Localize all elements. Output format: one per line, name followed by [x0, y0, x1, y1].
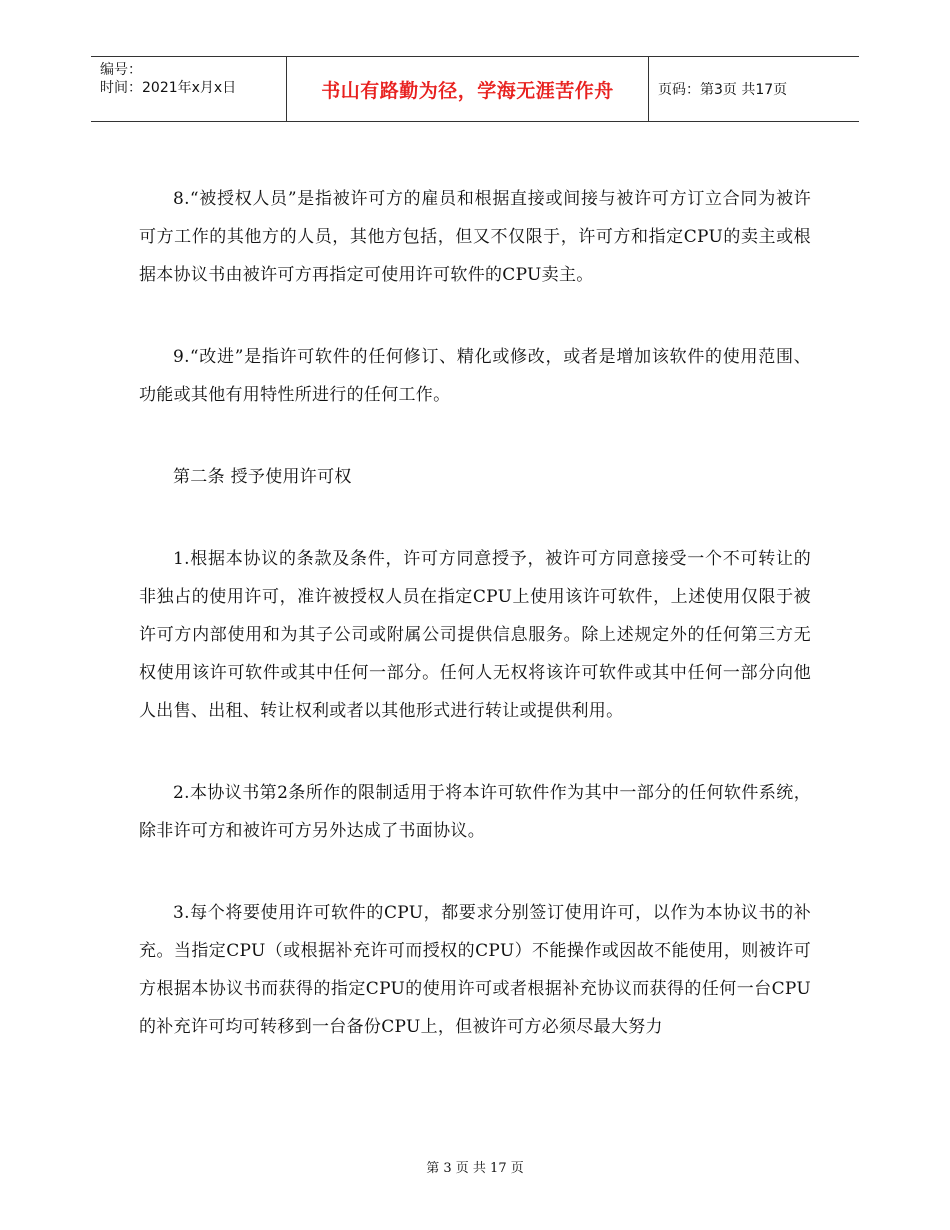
paragraph-clause-8: 8.“被授权人员”是指被许可方的雇员和根据直接或间接与被许可方订立合同为被许可方工作的其他方的人员，其他方包括，但又不仅限于，许可方和指定CPU的卖主或根据本协议书由被许可方再指定可使用许可软件的CPU卖主。 — [139, 189, 811, 285]
document-number-label: 编号： — [100, 62, 142, 78]
paragraph-article-2-item-3: 3.每个将要使用许可软件的CPU，都要求分别签订使用许可，以作为本协议书的补充。当指定CPU（或根据补充许可而授权的CPU）不能操作或因故不能使用，则被许可方根据本协议书而获得的指定CPU的使用许可或者根据补充协议而获得的任何一台CPU的补充许可均可转移到一台备份CPU上，但被许可方必须尽最大努力 — [139, 903, 811, 1037]
paragraph-article-2-item-1: 1.根据本协议的条款及条件，许可方同意授予，被许可方同意接受一个不可转让的非独占的使用许可，准许被授权人员在指定CPU上使用该许可软件，上述使用仅限于被许可方内部使用和为其子公司或附属公司提供信息服务。除上述规定外的任何第三方无权使用该许可软件或其中任何一部分。任何人无权将该许可软件或其中任何一部分向他人出售、出租、转让权利或者以其他形式进行转让或提供利用。 — [139, 549, 811, 721]
document-body — [139, 180, 811, 1046]
page-footer: 第 3 页 共 17 页 — [426, 1161, 524, 1176]
header-motto: 书山有路勤为径，学海无涯苦作舟 — [286, 57, 649, 121]
header-meta — [91, 57, 286, 121]
paragraph-article-2-item-2: 2.本协议书第2条所作的限制适用于将本许可软件作为其中一部分的任何软件系统，除非许可方和被许可方另外达成了书面协议。 — [139, 783, 811, 841]
header-page-info: 页码：第3页 共17页 — [658, 82, 788, 98]
section-heading-article-2: 第二条 授予使用许可权 — [173, 467, 352, 487]
document-time: 时间：2021年x月x日 — [100, 80, 237, 96]
page-header — [91, 56, 859, 122]
paragraph-clause-9: 9.“改进”是指许可软件的任何修订、精化或修改，或者是增加该软件的使用范围、功能或其他有用特性所进行的任何工作。 — [139, 347, 811, 405]
